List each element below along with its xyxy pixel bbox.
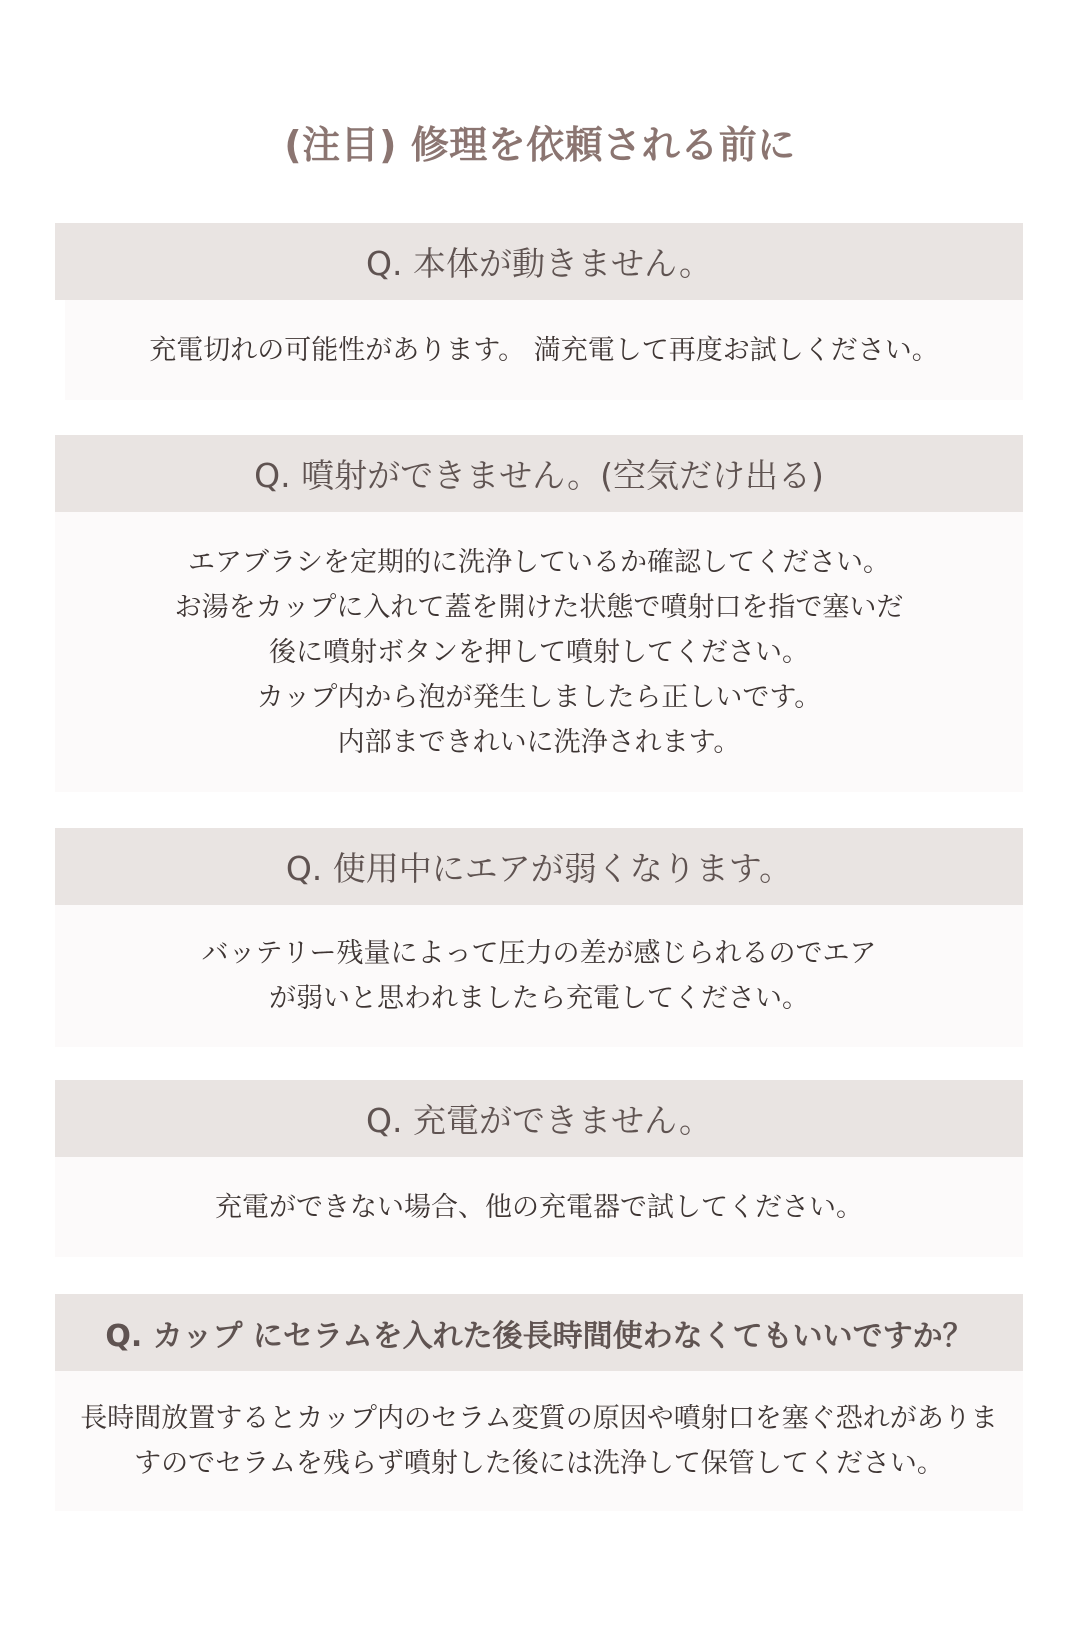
answer-line: カップ内から泡が発生しましたら正しいです。 [256, 681, 822, 713]
faq-question: Q. カップ にセラムを入れた後長時間使わなくてもいいですか？ [55, 1294, 1023, 1371]
answer-line: 充電ができない場合、他の充電器で試してください。 [215, 1191, 863, 1223]
answer-line: 後に噴射ボタンを押して噴射してください。 [269, 636, 809, 668]
page-title: (注目) 修理を依頼される前に [284, 123, 796, 167]
answer-line: 長時間放置するとカップ内のセラム変質の原因や噴射口を塞ぐ恐れがありま [80, 1403, 998, 1434]
faq-answer [55, 1157, 1023, 1257]
faq-item [55, 1294, 1023, 1511]
faq-item [55, 223, 1023, 400]
answer-line: が弱いと思われましたら充電してください。 [269, 983, 809, 1014]
faq-answer [55, 512, 1023, 792]
faq-question: Q. 充電ができません。 [55, 1080, 1023, 1157]
faq-item [55, 1080, 1023, 1257]
answer-line: お湯をカップに入れて蓋を開けた状態で噴射口を指で塞いだ [174, 591, 904, 623]
faq-answer [55, 1371, 1023, 1511]
faq-answer [55, 905, 1023, 1047]
faq-question: Q. 使用中にエアが弱くなります。 [55, 828, 1023, 905]
answer-line: 充電切れの可能性があります。 満充電して再度お試しください。 [149, 334, 939, 366]
faq-question: Q. 噴射ができません。(空気だけ出る) [55, 435, 1023, 512]
faq-question: Q. 本体が動きません。 [55, 223, 1023, 300]
faq-item [55, 435, 1023, 792]
answer-line: エアブラシを定期的に洗浄しているか確認してください。 [188, 546, 890, 578]
answer-line: 内部まできれいに洗浄されます。 [337, 726, 741, 758]
faq-item [55, 828, 1023, 1047]
answer-line: バッテリー残量によって圧力の差が感じられるのでエア [201, 938, 877, 969]
answer-line: すのでセラムを残らず噴射した後には洗浄して保管してください。 [134, 1448, 944, 1479]
faq-answer [65, 300, 1023, 400]
